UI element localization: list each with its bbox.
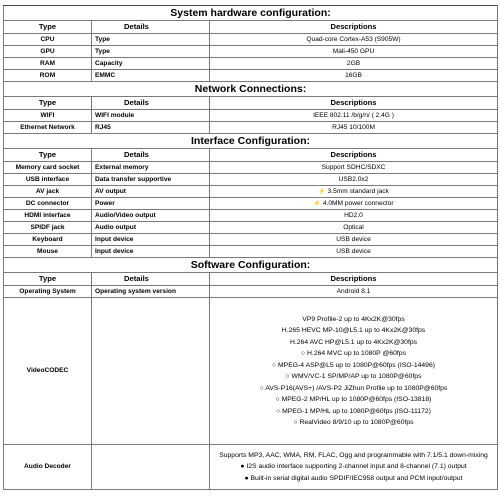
row-type: Memory card socket bbox=[4, 162, 92, 174]
header-descriptions: Descriptions bbox=[210, 273, 498, 286]
row-details bbox=[92, 445, 210, 490]
header-descriptions: Descriptions bbox=[210, 21, 498, 34]
row-type: Keyboard bbox=[4, 234, 92, 246]
section-title-network: Network Connections: bbox=[4, 82, 498, 97]
section-title-hardware: System hardware configuration: bbox=[4, 6, 498, 21]
table-row bbox=[4, 222, 498, 234]
bullet-icon: ○ bbox=[275, 396, 282, 403]
row-details: Input device bbox=[92, 246, 210, 258]
spec-table bbox=[3, 5, 498, 490]
header-type: Type bbox=[4, 21, 92, 34]
bullet-icon: ○ bbox=[259, 384, 266, 392]
row-description: USB device bbox=[210, 234, 498, 246]
row-description: HD2.0 bbox=[210, 210, 498, 222]
row-details: Data transfer supportive bbox=[92, 174, 210, 186]
header-row bbox=[4, 149, 498, 162]
header-details: Details bbox=[92, 149, 210, 162]
bullet-icon: ● bbox=[244, 474, 251, 482]
row-description: Mali-450 GPU bbox=[210, 46, 498, 58]
section-title-software: Software Configuration: bbox=[4, 258, 498, 273]
row-details bbox=[92, 298, 210, 445]
row-description: Optical bbox=[210, 222, 498, 234]
row-description: Support SDHC/SDXC bbox=[210, 162, 498, 174]
row-type: SPIDF jack bbox=[4, 222, 92, 234]
bullet-icon: ○ bbox=[301, 350, 308, 357]
bullet-icon: ○ bbox=[272, 361, 278, 369]
list-item: ○ RealVideo 8/9/10 up to 1080P@60fps bbox=[293, 419, 414, 426]
row-details: Operating system version bbox=[92, 286, 210, 298]
row-description: IEEE 802.11 /b/g/n/ ( 2.4G ) bbox=[210, 110, 498, 122]
list-item: ○ WMV/VC-1 SP/MP/AP up to 1080P@60fps bbox=[285, 373, 422, 380]
bullet-icon: ○ bbox=[285, 373, 292, 380]
bullet-icon: ○ bbox=[293, 419, 300, 426]
video-codec-list bbox=[210, 298, 498, 445]
row-details: External memory bbox=[92, 162, 210, 174]
bullet-icon: ● bbox=[240, 463, 247, 471]
table-row-audio-decoder bbox=[4, 445, 498, 490]
table-row bbox=[4, 246, 498, 258]
row-details: Audio/Video output bbox=[92, 210, 210, 222]
table-row bbox=[4, 122, 498, 134]
row-type: Ethernet Network bbox=[4, 122, 92, 134]
row-type: AV jack bbox=[4, 186, 92, 198]
table-row bbox=[4, 174, 498, 186]
header-descriptions: Descriptions bbox=[210, 149, 498, 162]
row-details: Power bbox=[92, 198, 210, 210]
table-row bbox=[4, 186, 498, 198]
list-item: VP9 Profile-2 up to 4Kx2K@30fps bbox=[302, 315, 405, 323]
table-row bbox=[4, 70, 498, 82]
row-details: Type bbox=[92, 34, 210, 46]
row-type: Audio Decoder bbox=[4, 445, 92, 490]
lightning-icon: ⚡ bbox=[318, 188, 326, 195]
table-row bbox=[4, 210, 498, 222]
row-type: Mouse bbox=[4, 246, 92, 258]
list-item: ○ H.264 MVC up to 1080P @60fps bbox=[301, 350, 406, 357]
row-type: GPU bbox=[4, 46, 92, 58]
row-type: ROM bbox=[4, 70, 92, 82]
row-details: RJ45 bbox=[92, 122, 210, 134]
spec-sheet bbox=[3, 5, 497, 490]
row-description: USB device bbox=[210, 246, 498, 258]
list-item: H.264 AVC HP@L5.1 up to 4Kx2K@30fps bbox=[289, 338, 418, 346]
audio-decoder-list bbox=[210, 445, 498, 490]
header-details: Details bbox=[92, 97, 210, 110]
header-row bbox=[4, 97, 498, 110]
row-type: VideoCODEC bbox=[4, 298, 92, 445]
list-item: ● Built-in serial digital audio SPDIF/IEC958 output and PCM input/output bbox=[244, 474, 463, 482]
lightning-icon: ⚡ bbox=[313, 200, 321, 207]
row-description: USB2.0x2 bbox=[210, 174, 498, 186]
table-row bbox=[4, 34, 498, 46]
row-description: 2GB bbox=[210, 58, 498, 70]
row-description: Android 8.1 bbox=[210, 286, 498, 298]
bullet-icon: ○ bbox=[276, 407, 283, 415]
row-details: Type bbox=[92, 46, 210, 58]
row-description: 16GB bbox=[210, 70, 498, 82]
header-details: Details bbox=[92, 273, 210, 286]
list-item: ○ MPEG-4 ASP@L5 up to 1080P@60fps (ISO-14496) bbox=[272, 361, 435, 369]
list-item: ● I2S audio interface supporting 2-channel input and 8-channel (7.1) output bbox=[240, 463, 467, 471]
table-row bbox=[4, 198, 498, 210]
row-details: Audio output bbox=[92, 222, 210, 234]
header-type: Type bbox=[4, 97, 92, 110]
table-row bbox=[4, 234, 498, 246]
table-row bbox=[4, 110, 498, 122]
row-type: HDMI interface bbox=[4, 210, 92, 222]
header-descriptions: Descriptions bbox=[210, 97, 498, 110]
row-details: WIFI module bbox=[92, 110, 210, 122]
header-details: Details bbox=[92, 21, 210, 34]
header-type: Type bbox=[4, 149, 92, 162]
row-details: AV output bbox=[92, 186, 210, 198]
row-description: ⚡ 4.0MM power connector bbox=[210, 198, 498, 210]
row-description: ⚡ 3.5mm standard jack bbox=[210, 186, 498, 198]
row-type: CPU bbox=[4, 34, 92, 46]
row-details: EMMC bbox=[92, 70, 210, 82]
row-type: Operating System bbox=[4, 286, 92, 298]
row-details: Input device bbox=[92, 234, 210, 246]
list-item: ○ MPEG-2 MP/HL up to 1080P@60fps (ISO-13818) bbox=[275, 396, 432, 403]
row-type: DC connector bbox=[4, 198, 92, 210]
table-row bbox=[4, 162, 498, 174]
table-row-video-codec bbox=[4, 298, 498, 445]
row-description: Quad-core Cortex-A53 (S905W) bbox=[210, 34, 498, 46]
list-item: Supports MP3, AAC, WMA, RM, FLAC, Ogg and programmable with 7.1/5.1 down-mixing bbox=[219, 451, 488, 459]
header-type: Type bbox=[4, 273, 92, 286]
row-description: RJ45 10/100M bbox=[210, 122, 498, 134]
table-row bbox=[4, 58, 498, 70]
section-title-interface: Interface Configuration: bbox=[4, 134, 498, 149]
row-type: USB interface bbox=[4, 174, 92, 186]
list-item: ○ MPEG-1 MP/HL up to 1080P@60fps (ISO-11172) bbox=[276, 407, 431, 415]
row-type: RAM bbox=[4, 58, 92, 70]
table-row bbox=[4, 46, 498, 58]
row-details: Capacity bbox=[92, 58, 210, 70]
list-item: ○ AVS-P16(AVS+) /AVS-P2 JiZhun Profile up to 1080P@60fps bbox=[259, 384, 448, 392]
row-type: WIFI bbox=[4, 110, 92, 122]
table-row bbox=[4, 286, 498, 298]
header-row bbox=[4, 21, 498, 34]
header-row bbox=[4, 273, 498, 286]
list-item: H.265 HEVC MP-10@L5.1 up to 4Kx2K@30fps bbox=[281, 327, 426, 334]
